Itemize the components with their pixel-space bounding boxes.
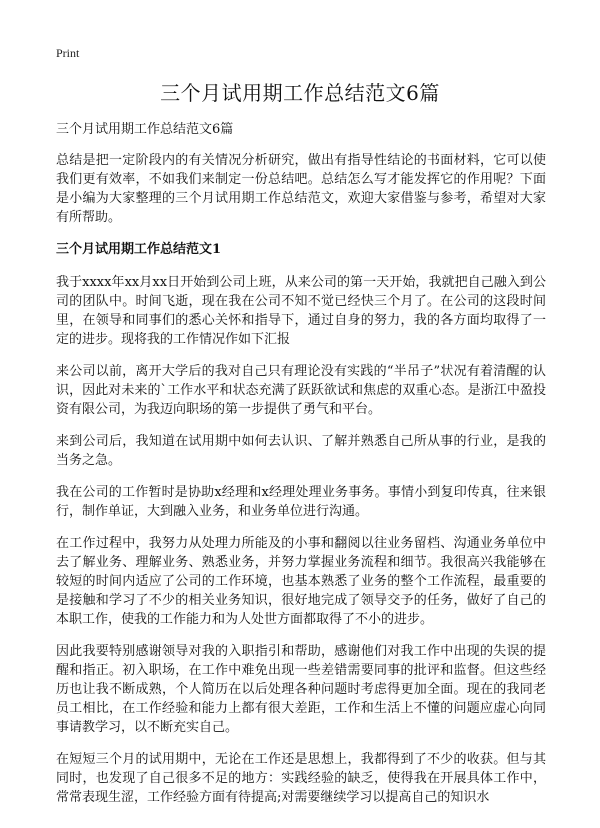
body-paragraph-4: 我在公司的工作暂时是协助x经理和x经理处理业务事务。事情小到复印传真，往来银行，制作单证，大到融入业务，和业务单位进行沟通。 [56, 485, 546, 519]
body-paragraph-6: 因此我要特别感谢领导对我的入职指引和帮助，感谢他们对我工作中出现的失误的提醒和指正。初入职场，在工作中难免出现一些差错需要同事的批评和监督。但这些经历也让我不断成熟，个人简历在以后处理各种问题时考虑得更加全面。现在的我同老员工相比，在工作经验和能力上都有很大差距，工作和生活上不懂的问题应虚心向同事请教学习，以不断充实自己。 [56, 644, 546, 735]
body-paragraph-1: 我于xxxx年xx月xx日开始到公司上班，从来公司的第一天开始，我就把自己融入到公司的团队中。时间飞逝，现在我在公司不知不觉已经快三个月了。在公司的这段时间里，在领导和同事们的悉心关怀和指导下，通过自身的努力，我的各方面均取得了一定的进步。现将我的工作情况作如下汇报 [56, 275, 546, 347]
document-title: 三个月试用期工作总结范文6篇 [160, 81, 440, 105]
body-paragraph-2: 来公司以前，离开大学后的我对自己只有理论没有实践的“半吊子”状况有着清醒的认识，因此对未来的`工作水平和状态充满了跃跃欲试和焦虑的双重心态。是浙江中盈投资有限公司，为我迈向职场的第一步提供了勇气和平台。 [56, 364, 546, 417]
intro-paragraph: 总结是把一定阶段内的有关情况分析研究，做出有指导性结论的书面材料，它可以使我们更有效率，不如我们来制定一份总结吧。总结怎么写才能发挥它的作用呢？下面是小编为大家整理的三个月试用期工作总结范文，欢迎大家借鉴与参考，希望对大家有所帮助。 [56, 153, 546, 225]
body-paragraph-7: 在短短三个月的试用期中，无论在工作还是思想上，我都得到了不少的收获。但与其同时，也发现了自己很多不足的地方：实践经验的缺乏，使得我在开展具体工作中，常常表现生涩，工作经验方面有待提高;对需要继续学习以提高自己的知识水 [56, 752, 546, 805]
print-link[interactable]: Print [56, 46, 80, 60]
body-paragraph-3: 来到公司后，我知道在试用期中如何去认识、了解并熟悉自己所从事的行业，是我的当务之急。 [56, 434, 546, 468]
document-subtitle: 三个月试用期工作总结范文6篇 [56, 122, 234, 137]
body-paragraph-5: 在工作过程中，我努力从处理力所能及的小事和翻阅以往业务留档、沟通业务单位中去了解业务、理解业务、熟悉业务，并努力掌握业务流程和细节。我很高兴我能够在较短的时间内适应了公司的工作环境，也基本熟悉了业务的整个工作流程，最重要的是接触和学习了不少的相关业务知识，很好地完成了领导交予的任务，做好了自己的本职工作，使我的工作能力和为人处世方面都取得了不小的进步。 [56, 536, 546, 627]
section-heading: 三个月试用期工作总结范文1 [56, 242, 222, 257]
document-body [56, 120, 546, 820]
